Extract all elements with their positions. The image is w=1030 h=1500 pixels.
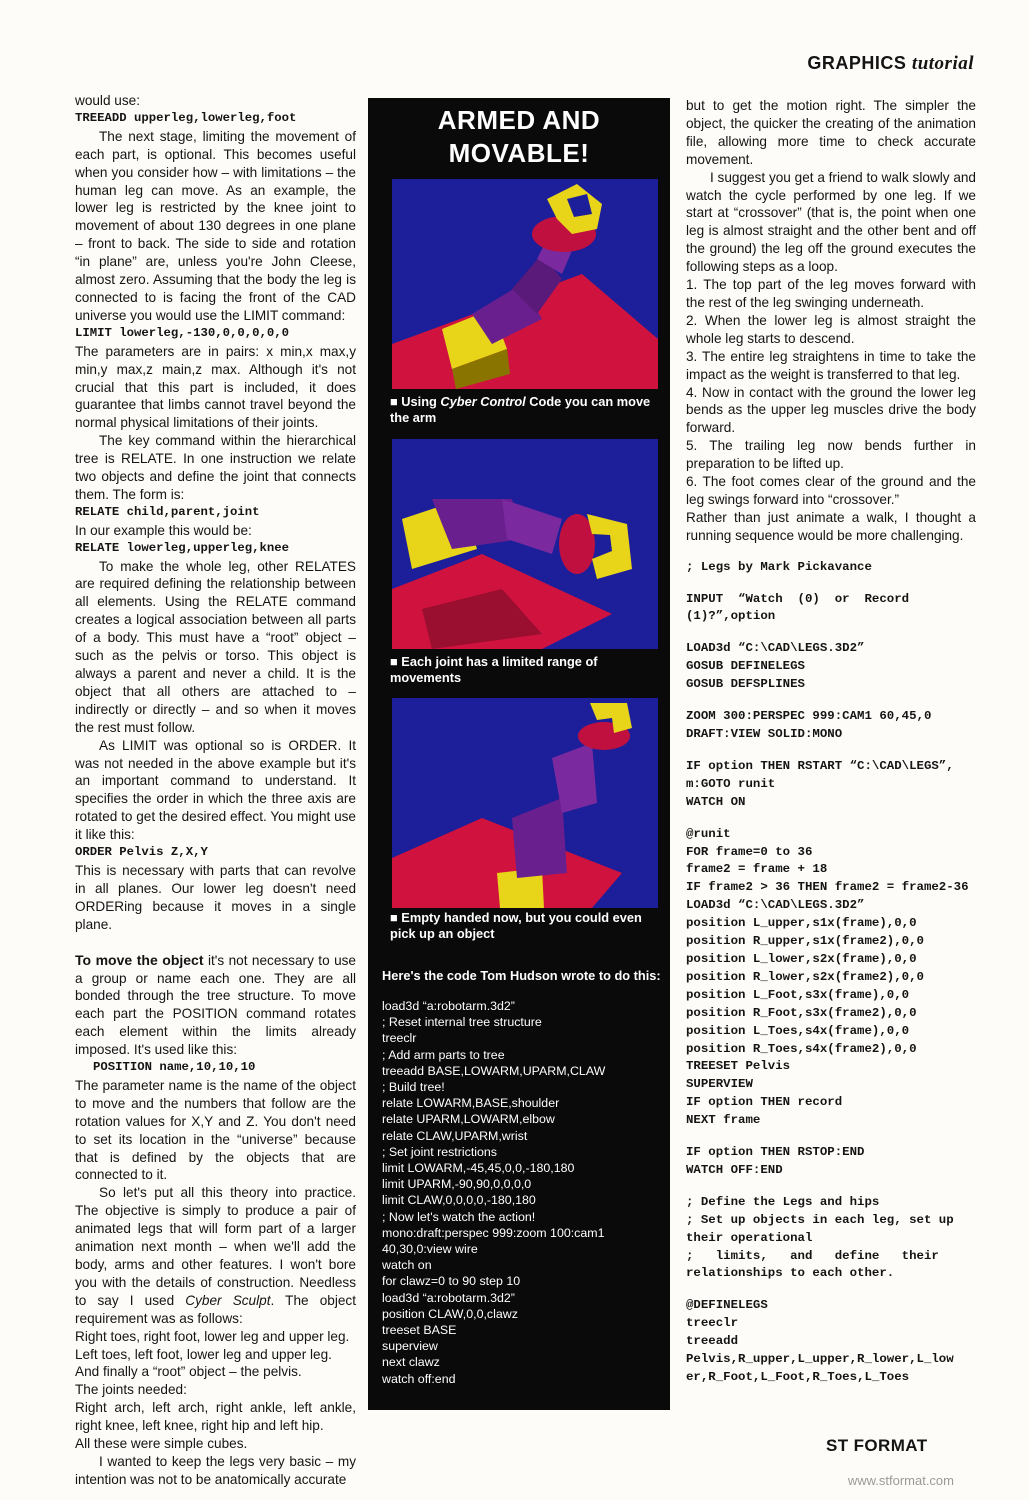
step-item: 3. The entire leg straightens in time to take the impact as the weight is transferred to that leg. (686, 348, 976, 382)
code-line: WATCH ON (686, 794, 746, 809)
caption-text: Each joint has a limited range of movements (390, 654, 598, 685)
step-item: 6. The foot comes clear of the ground and the leg swings forward into “crossover.” (686, 474, 976, 507)
code-line: WATCH OFF:END (686, 1162, 783, 1177)
subheading: To move the object (75, 951, 204, 968)
code-line: Pelvis,R_upper,L_upper,R_lower,L_low er,R_Foot,L_Foot,R_Toes,L_Toes (686, 1352, 962, 1384)
product-name: Cyber Sculpt (185, 1292, 271, 1308)
image-caption: ■ Empty handed now, but you could even pick up an object (390, 910, 642, 941)
code-line: ; Build tree! (382, 1080, 445, 1095)
spacer (686, 626, 976, 640)
paragraph: The key command within the hierarchical tree is RELATE. In one instruction we relate two objects and define the joint that connects them. The form is: (75, 433, 356, 502)
paragraph: but to get the motion right. The simpler the object, the quicker the creating of the animation file, allowing more time to check accurate movement. (686, 98, 976, 167)
paragraph-text: So let's put all this theory into practice. The objective is simply to produce a pair of animated legs that will form part of a larger animation next month – when we'll add the body, arms and other features. I won't bore you with the details of construction. Needless to say I used (75, 1185, 356, 1308)
code-line: relate CLAW,UPARM,wrist (382, 1128, 528, 1143)
code-line: load3d “a:robotarm.3d2” (382, 1290, 515, 1305)
code-line: position CLAW,0,0,clawz (382, 1306, 518, 1321)
paragraph: would use: (75, 93, 140, 108)
paragraph (75, 1184, 356, 1327)
code-line: ; Add arm parts to tree (382, 1047, 505, 1062)
paragraph: The joints needed: (75, 1382, 187, 1398)
robot-arm-screenshot-3 (392, 698, 658, 908)
sidebar-title (368, 104, 670, 170)
code-line: next clawz (382, 1355, 440, 1370)
paragraph: Right arch, left arch, right ankle, left ankle, right knee, left knee, right hip and left hip. (75, 1400, 356, 1434)
code-line: RELATE child,parent,joint (75, 504, 260, 519)
section-name: GRAPHICS (807, 53, 907, 73)
step-item: 4. Now in contact with the ground the lower leg bends as the upper leg muscles drive the body forward. (686, 384, 976, 436)
code-line: ; Reset internal tree structure (382, 1015, 542, 1030)
code-intro: Here's the code Tom Hudson wrote to do this: (382, 968, 661, 983)
code-listing (382, 998, 664, 1387)
code-line: position R_Toes,s4x(frame2),0,0 (686, 1041, 917, 1056)
sidebar-title-line: ARMED AND (437, 105, 601, 135)
paragraph: All these were simple cubes. (75, 1436, 248, 1452)
paragraph: I suggest you get a friend to walk slowly and watch the cycle performed by one leg. If we start at “crossover” (that is, the point when one leg is almost straight and the other bent and off the ground) the leg off the ground executes the following steps as a loop. (686, 169, 976, 275)
paragraph: The parameters are in pairs: x min,x max,y min,y max,z main,z max. Although it's not crucial that this part is included, it does guarantee that limbs cannot travel beyond the normal physical limitations of their joints. (75, 343, 356, 431)
caption-text: Empty handed now, but you could even pick up an object (390, 910, 642, 941)
code-line: GOSUB DEFINELEGS (686, 659, 805, 674)
section-subname: tutorial (911, 53, 974, 74)
code-line: ; limits, and define their relationships to each other. (686, 1248, 947, 1281)
code-line: limit UPARM,-90,90,0,0,0,0 (382, 1177, 532, 1192)
code-line: limit LOWARM,-45,45,0,0,-180,180 (382, 1161, 575, 1176)
code-line: LIMIT lowerleg,-130,0,0,0,0,0 (75, 325, 290, 340)
robot-arm-render (392, 179, 658, 389)
sidebar-box (368, 98, 670, 1410)
code-line: IF option THEN record (686, 1095, 843, 1110)
robot-arm-code (382, 968, 664, 1387)
code-line: LOAD3d “C:\CAD\LEGS.3D2” (686, 898, 865, 913)
code-line: treeadd (686, 1334, 739, 1349)
code-line: mono:draft:perspec 999:zoom 100:cam1 40,30,0:view wire (382, 1225, 605, 1257)
code-line: limit CLAW,0,0,0,0,-180,180 (382, 1193, 536, 1208)
spacer (686, 694, 976, 708)
code-line: DRAFT:VIEW SOLID:MONO (686, 727, 843, 741)
paragraph: I wanted to keep the legs very basic – my intention was not to be anatomically accurate (75, 1453, 356, 1487)
paragraph: Left toes, left foot, lower leg and upper leg. (75, 1346, 332, 1362)
source-url: www.stformat.com (847, 1473, 954, 1488)
spacer (686, 1283, 976, 1297)
paragraph-text: . The object requirement was as follows: (75, 1292, 356, 1326)
code-line: position R_lower,s2x(frame2),0,0 (686, 969, 924, 984)
code-line: position L_Toes,s4x(frame),0,0 (686, 1023, 910, 1038)
paragraph: The parameter name is the name of the object to move and the numbers that follow are the rotation values for X,Y and Z. You don't need to set its location in the “universe” because that is defined by the objects that are connected to it. (75, 1077, 356, 1183)
product-name: Cyber Control (440, 394, 526, 409)
image-caption: ■ Using Cyber Control Code you can move the arm (390, 394, 651, 425)
code-line: POSITION name,10,10,10 (93, 1060, 256, 1075)
code-line: SUPERVIEW (686, 1077, 753, 1092)
code-line: position L_upper,s1x(frame),0,0 (686, 916, 917, 931)
legs-code-listing (686, 545, 976, 1387)
code-line: position R_upper,s1x(frame2),0,0 (686, 934, 924, 949)
magazine-footer: ST FORMAT (826, 1436, 928, 1455)
code-line: IF frame2 > 36 THEN frame2 = frame2-36 (686, 880, 969, 895)
code-line: RELATE lowerleg,upperleg,knee (75, 540, 290, 555)
code-line: @runit (686, 826, 731, 841)
code-line: TREESET Pelvis (686, 1059, 791, 1074)
code-line: FOR frame=0 to 36 (686, 844, 813, 859)
code-line: INPUT “Watch (0) or Record (1)?”,option (686, 591, 917, 624)
code-line: ; Set up objects in each leg, set up their operational (686, 1212, 962, 1245)
paragraph: To make the whole leg, other RELATES are required defining the relationship between all elements. Using the RELATE command creates a logical association between all parts of a body. This must have a “root” object – such as the pelvis or torso. This object is always a parent and never a child. It is the object that all others are attached to – indirectly or directly – and so when it moves the rest must follow. (75, 558, 356, 735)
spacer (686, 1130, 976, 1144)
spacer (686, 812, 976, 826)
robot-arm-render (392, 698, 658, 908)
robot-arm-screenshot-1 (392, 179, 658, 389)
code-line: ORDER Pelvis Z,X,Y (75, 845, 208, 860)
spacer (686, 744, 976, 758)
code-line: TREEADD upperleg,lowerleg,foot (75, 110, 297, 125)
code-line: load3d “a:robotarm.3d2” (382, 999, 515, 1013)
spacer (75, 934, 356, 952)
paragraph: As LIMIT was optional so is ORDER. It was not needed in the above example but it's an important command to understand. It specifies the order in which the three axis are rotated to get the desired effect. You might use it like this: (75, 737, 356, 843)
code-line: frame2 = frame + 18 (686, 862, 828, 877)
spacer (686, 1180, 976, 1194)
code-line: position R_Foot,s3x(frame2),0,0 (686, 1005, 917, 1020)
caption-text: Using (401, 394, 441, 409)
code-line: treeset BASE (382, 1323, 457, 1338)
paragraph: In our example this would be: (75, 522, 252, 538)
code-line: IF option THEN RSTOP:END (686, 1145, 865, 1160)
sidebar-title-line: MOVABLE! (448, 138, 590, 168)
paragraph: The next stage, limiting the movement of each part, is optional. This becomes useful when you consider how – with limitations – the human leg can move. As an example, the lower leg is restricted by the knee joint to movement of about 130 degrees in one plane – front to back. The side to side and rotation “in plane” are, unless you're John Cleese, almost zero. Assuming that the body the leg is connected to is facing the front of the CAD universe you would use the LIMIT command: (75, 128, 356, 323)
code-line: watch on (382, 1258, 432, 1273)
code-line: position L_Foot,s3x(frame),0,0 (686, 987, 910, 1002)
paragraph-with-subhead (75, 952, 356, 1059)
code-line: treeclr (382, 1031, 417, 1046)
robot-arm-render (392, 439, 658, 649)
code-line: @DEFINELEGS (686, 1298, 768, 1313)
paragraph: Rather than just animate a walk, I thought a running sequence would be more challenging. (686, 509, 976, 543)
code-line: treeadd BASE,LOWARM,UPARM,CLAW (382, 1063, 606, 1078)
code-line: ZOOM 300:PERSPEC 999:CAM1 60,45,0 (686, 709, 932, 724)
spacer (686, 577, 976, 591)
step-item: 1. The top part of the leg moves forward with the rest of the leg swinging underneath. (686, 277, 976, 310)
code-line: treeclr (686, 1316, 739, 1331)
section-header (807, 53, 974, 75)
code-line: ; Set joint restrictions (382, 1144, 498, 1159)
code-line: ; Define the Legs and hips (686, 1194, 880, 1209)
robot-arm-screenshot-2 (392, 439, 658, 649)
article-column-1 (75, 92, 356, 1489)
caption-text: Code you can move the arm (390, 394, 651, 425)
code-line: relate LOWARM,BASE,shoulder (382, 1096, 560, 1111)
step-item: 5. The trailing leg now bends further in preparation to be lifted up. (686, 438, 976, 472)
code-line: ; Legs by Mark Pickavance (686, 559, 872, 574)
paragraph: And finally a “root” object – the pelvis. (75, 1364, 302, 1380)
code-line: NEXT frame (686, 1113, 761, 1128)
paragraph-text: it's not necessary to use a group or name each one. They are all bonded through the tree structure. To move each part the POSITION command rotates each element within the limits already imposed. It's used like this: (75, 952, 356, 1058)
step-item: 2. When the lower leg is almost straight the whole leg starts to descend. (686, 312, 976, 346)
paragraph: Right toes, right foot, lower leg and upper leg. (75, 1328, 350, 1344)
code-line: position L_lower,s2x(frame),0,0 (686, 951, 917, 966)
code-line: ; Now let's watch the action! (382, 1209, 536, 1224)
spacer (686, 545, 976, 559)
code-line: watch off:end (382, 1371, 456, 1386)
paragraph: This is necessary with parts that can revolve in all planes. Our lower leg doesn't need ORDERing because it moves in a single plane. (75, 862, 356, 932)
code-line: relate UPARM,LOWARM,elbow (382, 1112, 555, 1127)
code-line: superview (382, 1339, 438, 1354)
code-line: GOSUB DEFSPLINES (686, 677, 805, 692)
code-line: LOAD3d “C:\CAD\LEGS.3D2” (686, 641, 865, 656)
code-line: for clawz=0 to 90 step 10 (382, 1274, 521, 1289)
image-caption: ■ Each joint has a limited range of movements (390, 654, 598, 685)
code-line: IF option THEN RSTART “C:\CAD\LEGS”, m:GOTO runit (686, 758, 962, 791)
article-column-3 (686, 97, 976, 1387)
